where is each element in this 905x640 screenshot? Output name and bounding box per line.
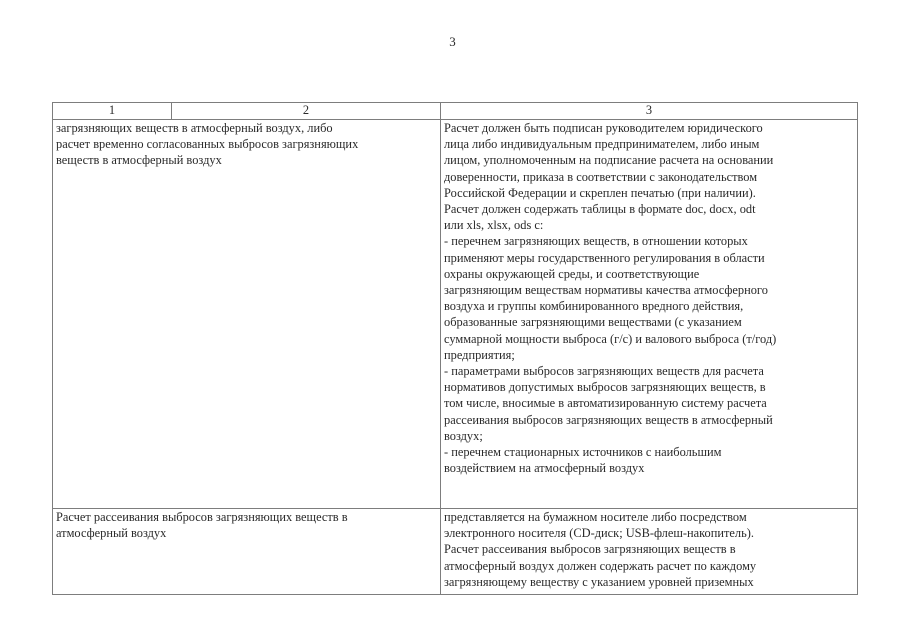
table-header-row (53, 103, 858, 120)
table-row (53, 509, 858, 595)
page-number: 3 (449, 34, 456, 49)
document-name-text: Расчет рассеивания выбросов загрязняющих веществ в атмосферный воздух (56, 510, 348, 541)
table-row (53, 120, 858, 509)
requirements-cell (441, 120, 858, 509)
column-number-3: 3 (441, 103, 858, 120)
document-name-cell (53, 120, 441, 509)
requirements-cell (441, 509, 858, 595)
requirements-text: Расчет должен быть подписан руководителем юридического лица либо индивидуальным предпринимателем, либо иным лицом, уполномоченным на подписание расчета на основании доверенности, приказа в соответствии с законодательством Российской Федерации и скреплен печатью (при наличии). Расчет должен содержать таблицы в формате doc, docx, odt или xls, xlsx, ods с: - перечнем загрязняющих веществ, в отношении которых применяют меры государственного регулирования в области охраны окружающей среды, и соответствующие загрязняющим веществам нормативы качества атмосферного воздуха и группы комбинированного вредного действия, образованные загрязняющими веществами (с указанием суммарной мощности выброса (г/с) и валового выброса (т/год) предприятия; - параметрами выбросов загрязняющих веществ для расчета нормативов допустимых выбросов загрязняющих веществ, в том числе, вносимые в автоматизированную систему расчета рассеивания выбросов загрязняющих веществ в атмосферный воздух; - перечнем стационарных источников с наибольшим воздействием на атмосферный воздух (444, 121, 777, 476)
requirements-text: представляется на бумажном носителе либо посредством электронного носителя (CD-диск; USB-флеш-накопитель). Расчет рассеивания выбросов загрязняющих веществ в атмосферный воздух должен содержать расчет по каждому загрязняющему веществу с указанием уровней приземных (444, 510, 757, 589)
document-name-text: загрязняющих веществ в атмосферный воздух, либо расчет временно согласованных выбросов загрязняющих веществ в атмосферный воздух (56, 121, 359, 168)
document-name-cell (53, 509, 441, 595)
column-number-2: 2 (172, 103, 441, 120)
requirements-table (52, 102, 858, 595)
column-number-1: 1 (53, 103, 172, 120)
